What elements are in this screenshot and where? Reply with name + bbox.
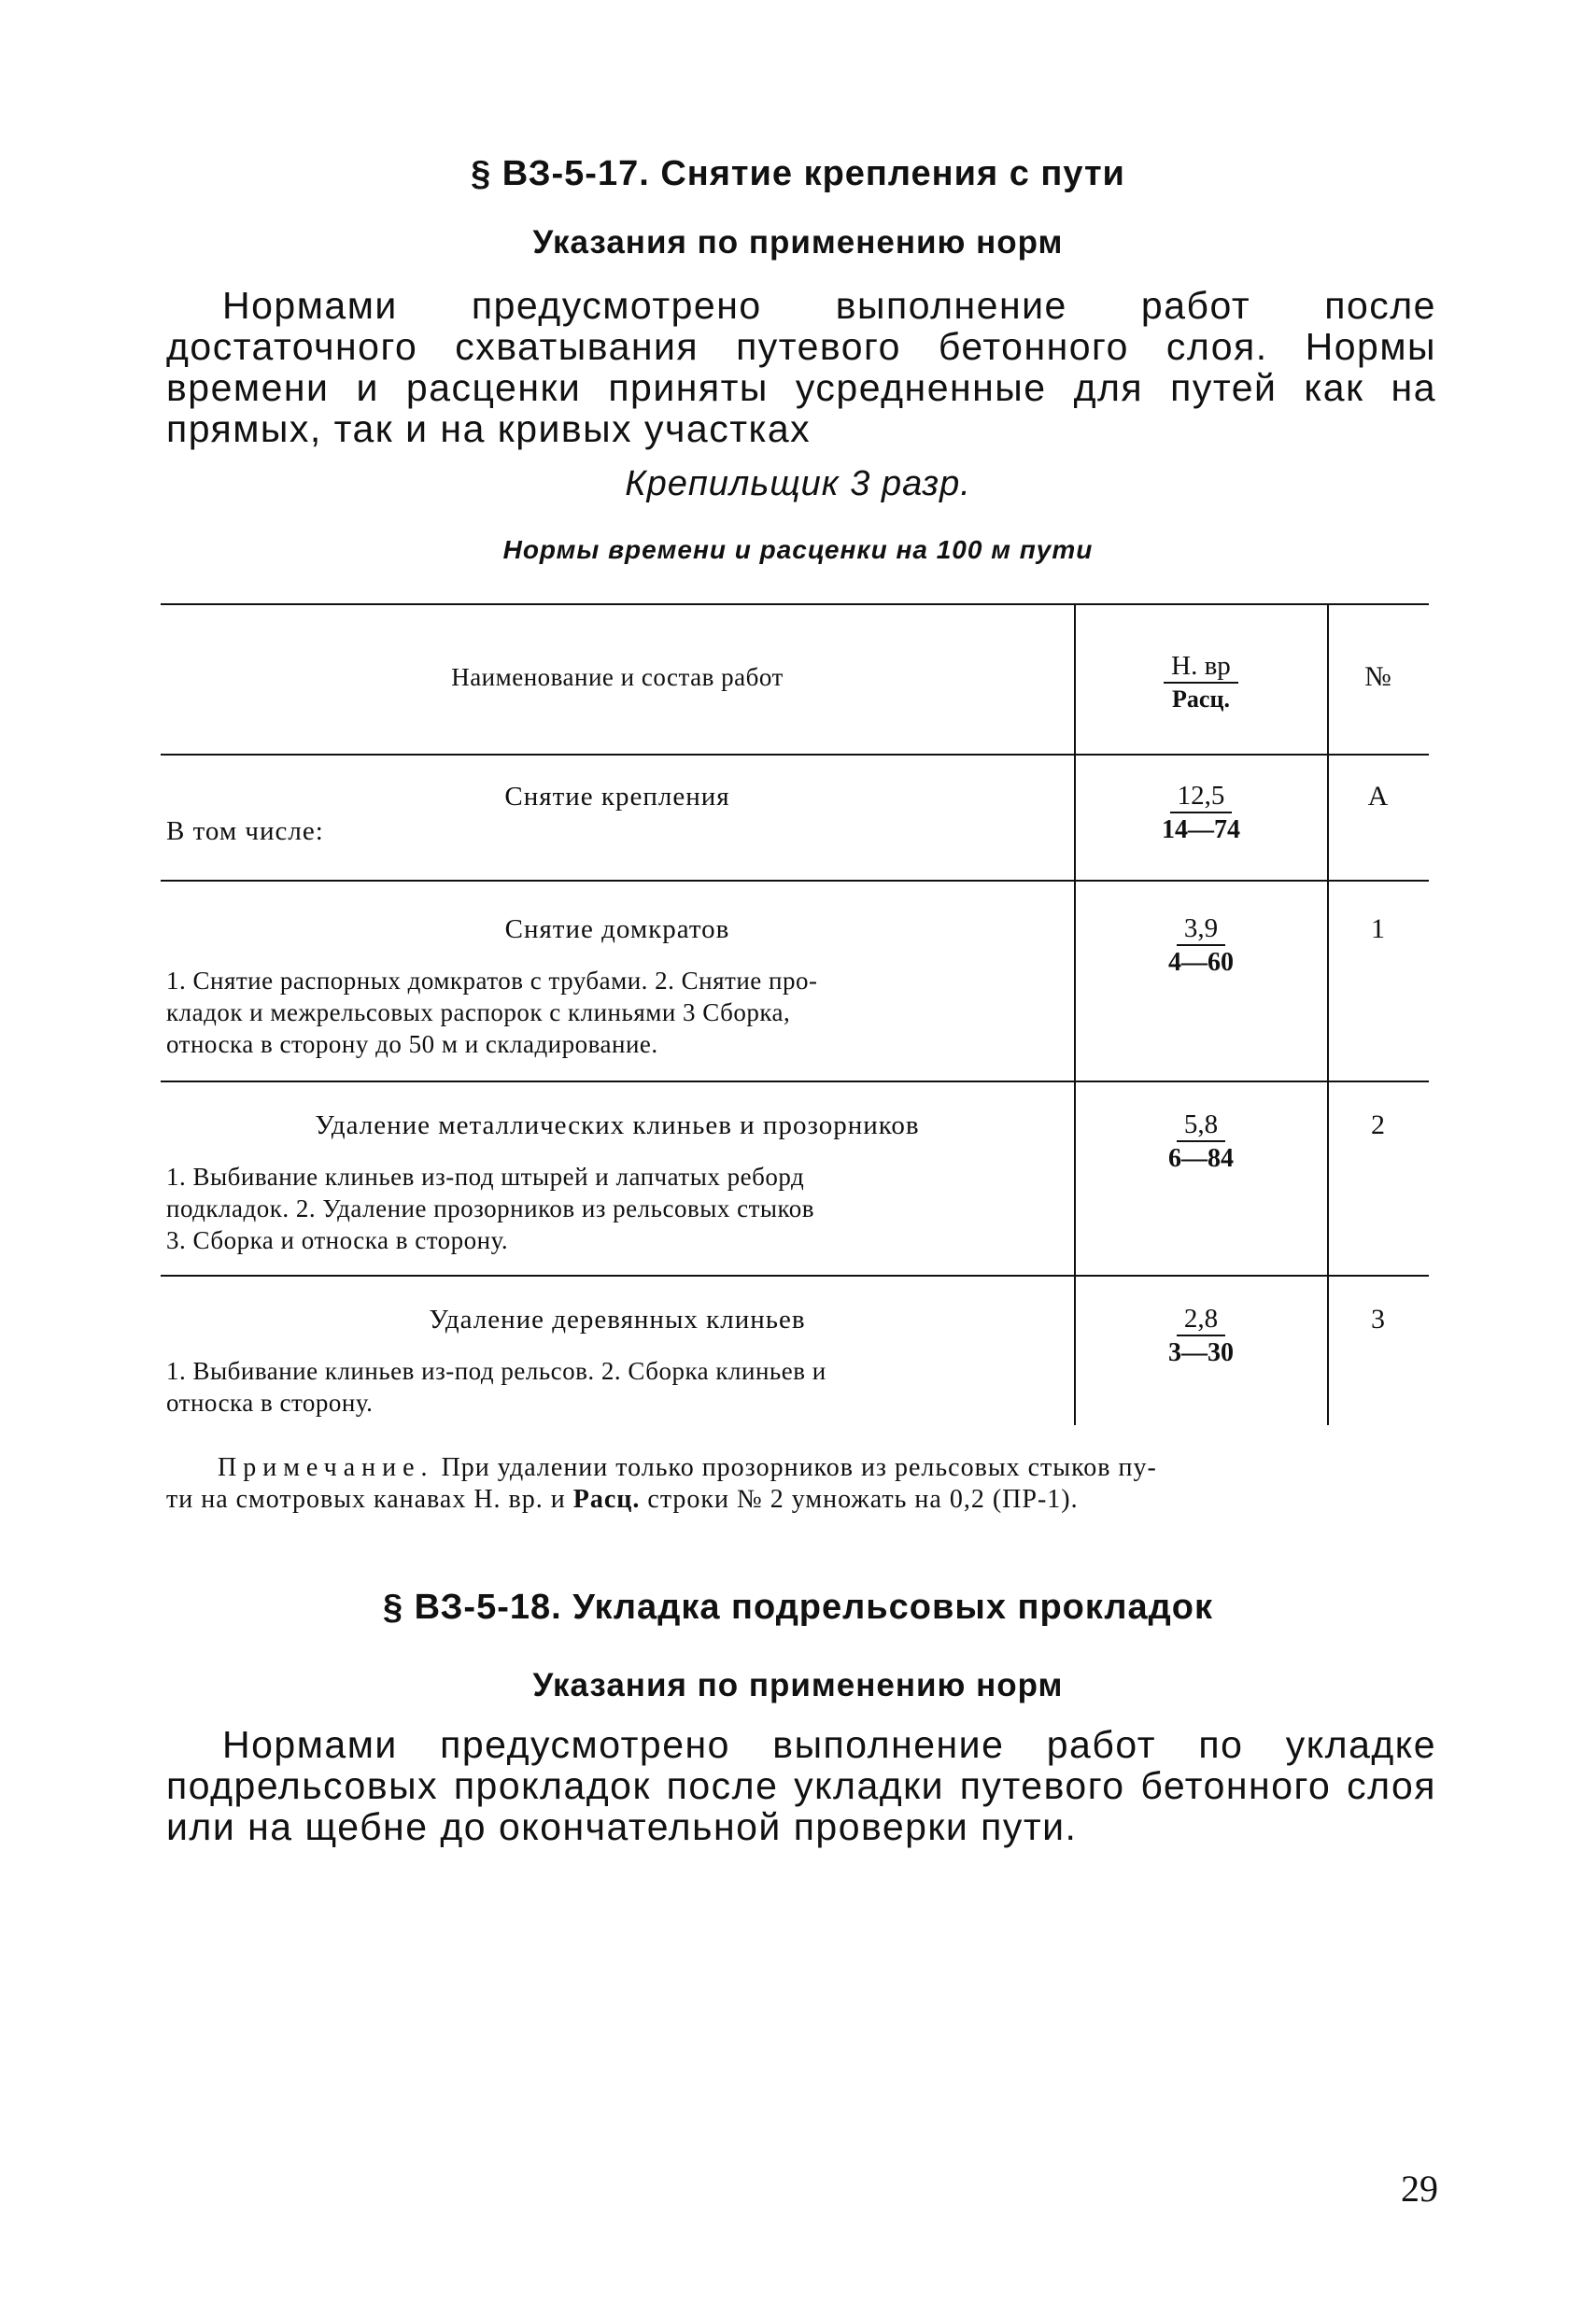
total-rate-value: 14—74 — [1162, 815, 1240, 844]
row-norm-value: 3,9 — [1177, 913, 1225, 946]
row-rate-value: 3—30 — [1168, 1338, 1234, 1367]
total-norm-value: 12,5 — [1170, 781, 1233, 813]
paragraph-text: Нормами предусмотрено выполнение работ по укладке подрельсовых прокладок после укладки путевого бетонного слоя или на щебне до окончательной проверки пути. — [166, 1723, 1436, 1848]
note-bold: Расц. — [572, 1485, 641, 1514]
header-norm-bottom: Расц. — [1172, 685, 1230, 713]
note-text: строки № 2 умножать на 0,2 (ПР-1). — [640, 1485, 1079, 1514]
worker-grade: Крепильщик 3 разр. — [625, 464, 971, 503]
row-description-line: 1. Снятие распорных домкратов с трубами. 2. Снятие про- — [166, 967, 818, 995]
row-rate-value: 6—84 — [1168, 1144, 1234, 1173]
total-num: А — [1367, 781, 1389, 812]
row-num: 2 — [1371, 1109, 1385, 1140]
row-title: Удаление деревянных клиньев — [429, 1305, 806, 1335]
table-header-rule — [161, 754, 1429, 756]
row-title: Удаление металлических клиньев и прозорников — [315, 1110, 920, 1140]
section-title: § ВЗ-5-18. Укладка подрельсовых прокладок — [382, 1588, 1213, 1627]
row-norm — [1126, 1304, 1276, 1368]
table-col-rule — [1074, 603, 1076, 1425]
page-number: 29 — [1401, 2168, 1438, 2210]
note-line — [166, 1484, 1436, 1516]
row-description-line: подкладок. 2. Удаление прозорников из рельсовых стыков — [166, 1194, 814, 1222]
note-text: При удалении только прозорников из рельсовых стыков пу- — [433, 1453, 1157, 1482]
section-subtitle: Указания по применению норм — [532, 224, 1064, 261]
table-row-rule — [161, 1081, 1429, 1082]
row-description — [166, 965, 1063, 1060]
section-paragraph — [166, 1724, 1436, 1847]
table-top-rule — [161, 603, 1429, 605]
note-text: ти на смотровых канавах Н. вр. и — [166, 1485, 573, 1514]
section-subtitle: Указания по применению норм — [532, 1667, 1064, 1703]
row-description-line: кладок и межрельсовых распорок с клиньями 3 Сборка, — [166, 998, 791, 1026]
header-name: Наименование и состав работ — [451, 663, 784, 691]
row-norm — [1126, 913, 1276, 978]
row-norm-value: 5,8 — [1177, 1109, 1225, 1142]
note-line — [166, 1452, 1436, 1484]
row-description-line: 3. Сборка и относка в сторону. — [166, 1226, 509, 1254]
total-incl: В том числе: — [166, 816, 324, 846]
paragraph-text: Нормами предусмотрено выполнение работ после достаточного схватывания путевого бетонного слоя. Нормы времени и расценки приняты усредненные для путей как на прямых, так и на кривых участках — [166, 284, 1436, 450]
row-description-line: 1. Выбивание клиньев из-под штырей и лапчатых реборд — [166, 1163, 805, 1191]
total-title: Снятие крепления — [504, 782, 730, 812]
row-description-line: относка в сторону до 50 м и складирование. — [166, 1030, 658, 1058]
row-rate-value: 4—60 — [1168, 948, 1234, 977]
row-norm — [1126, 1109, 1276, 1174]
note-label: Примечание. — [218, 1453, 434, 1482]
header-num: № — [1364, 661, 1391, 692]
row-num: 3 — [1371, 1304, 1385, 1335]
row-num: 1 — [1371, 913, 1385, 944]
row-title: Снятие домкратов — [504, 914, 730, 944]
table-note — [166, 1452, 1436, 1516]
row-description-line: 1. Выбивание клиньев из-под рельсов. 2. Сборка клиньев и — [166, 1357, 826, 1385]
table-caption: Нормы времени и расценки на 100 м пути — [502, 535, 1094, 564]
row-norm-value: 2,8 — [1177, 1304, 1225, 1336]
row-description-line: относка в сторону. — [166, 1389, 374, 1417]
total-norm — [1126, 781, 1276, 845]
section-title: § ВЗ-5-17. Снятие крепления с пути — [471, 154, 1125, 193]
row-description — [166, 1355, 1063, 1419]
section-paragraph — [166, 285, 1436, 449]
header-norm — [1126, 651, 1276, 713]
table-row-rule — [161, 880, 1429, 882]
table-row-rule — [161, 1275, 1429, 1277]
table-col-rule — [1327, 603, 1329, 1425]
row-description — [166, 1161, 1063, 1256]
header-norm-top: Н. вр — [1164, 651, 1238, 684]
